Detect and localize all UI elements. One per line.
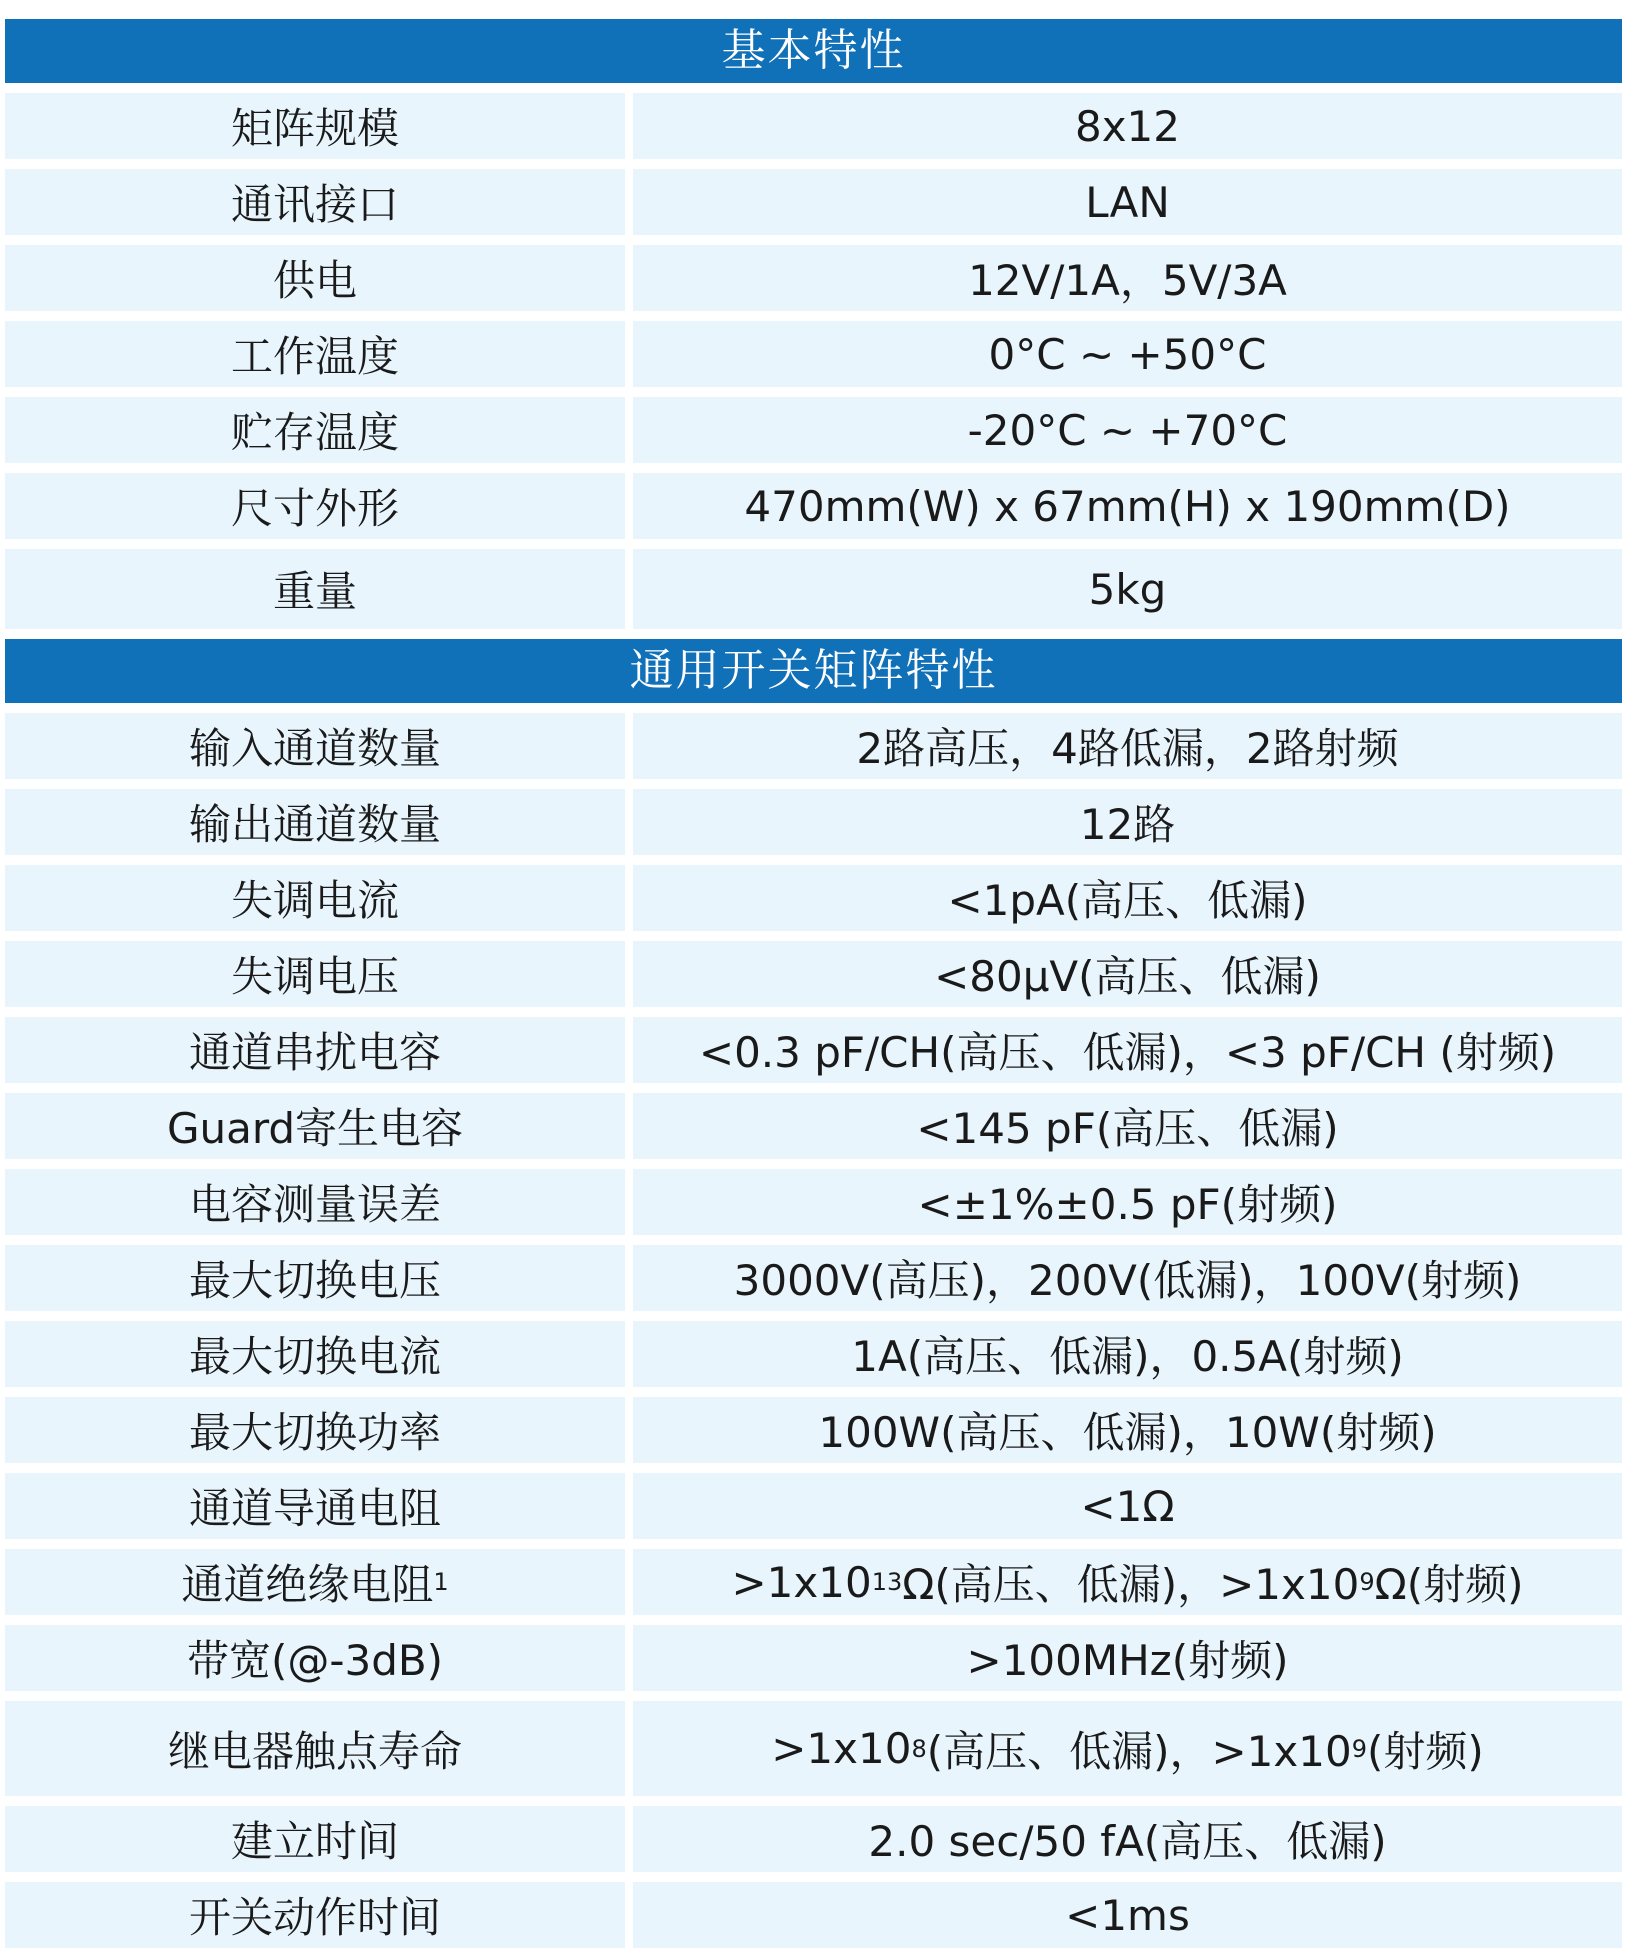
table-row [5, 713, 1622, 779]
table-row [5, 1473, 1622, 1539]
row-value: 2.0 sec/50 fA(高压、低漏) [633, 1806, 1622, 1872]
table-row [5, 397, 1622, 463]
table-row [5, 941, 1622, 1007]
value-part: Ω(高压、低漏)，>1x10 [902, 1560, 1360, 1609]
row-value: <±1%±0.5 pF(射频) [633, 1169, 1622, 1235]
table-row [5, 1397, 1622, 1463]
row-label: 电容测量误差 [5, 1169, 625, 1235]
section-title: 通用开关矩阵特性 [629, 645, 998, 696]
table-row [5, 1701, 1622, 1796]
value-part: >1x10 [771, 1724, 912, 1773]
row-label: 供电 [5, 245, 625, 311]
table-row [5, 549, 1622, 629]
row-value: <1ms [633, 1882, 1622, 1948]
table-row [5, 1321, 1622, 1387]
row-value: 1A(高压、低漏)，0.5A(射频) [633, 1321, 1622, 1387]
row-label: 尺寸外形 [5, 473, 625, 539]
table-row [5, 93, 1622, 159]
row-value: 12路 [633, 789, 1622, 855]
row-value: 0°C ~ +50°C [633, 321, 1622, 387]
row-value: LAN [633, 169, 1622, 235]
row-label: 通道串扰电容 [5, 1017, 625, 1083]
value-part: (高压、低漏)，>1x10 [926, 1726, 1352, 1776]
value-part: >1x10 [731, 1557, 872, 1607]
row-value: 8x12 [633, 93, 1622, 159]
section-header-basic [5, 19, 1622, 83]
row-value: <0.3 pF/CH(高压、低漏)，<3 pF/CH (射频) [633, 1017, 1622, 1083]
row-label: 失调电压 [5, 941, 625, 1007]
row-label: 贮存温度 [5, 397, 625, 463]
row-label-text: 通道绝缘电阻 [181, 1560, 434, 1609]
table-row [5, 1882, 1622, 1948]
row-label: 通道导通电阻 [5, 1473, 625, 1539]
row-value: >1x10 13 Ω(高压、低漏)，>1x10 9 Ω(射频) [633, 1549, 1622, 1615]
table-row [5, 245, 1622, 311]
row-label: 失调电流 [5, 865, 625, 931]
value-part: Ω(射频) [1374, 1560, 1524, 1609]
table-row [5, 865, 1622, 931]
row-value: <80μV(高压、低漏) [633, 941, 1622, 1007]
row-label: 继电器触点寿命 [5, 1701, 625, 1796]
row-label: 工作温度 [5, 321, 625, 387]
table-row [5, 1169, 1622, 1235]
row-label: 输入通道数量 [5, 713, 625, 779]
table-row [5, 321, 1622, 387]
row-value: 2路高压，4路低漏，2路射频 [633, 713, 1622, 779]
row-value: 3000V(高压)，200V(低漏)，100V(射频) [633, 1245, 1622, 1311]
table-row [5, 1093, 1622, 1159]
row-value: 5kg [633, 549, 1622, 629]
row-label: 最大切换功率 [5, 1397, 625, 1463]
row-label: 重量 [5, 549, 625, 629]
row-value: <1Ω [633, 1473, 1622, 1539]
row-label: 矩阵规模 [5, 93, 625, 159]
row-value: >100MHz(射频) [633, 1625, 1622, 1691]
table-row [5, 1245, 1622, 1311]
row-label: 开关动作时间 [5, 1882, 625, 1948]
row-label: 输出通道数量 [5, 789, 625, 855]
row-value: <145 pF(高压、低漏) [633, 1093, 1622, 1159]
row-value: >1x10 8 (高压、低漏)，>1x10 9 (射频) [633, 1701, 1622, 1796]
table-row [5, 1549, 1622, 1615]
value-part: (射频) [1366, 1726, 1484, 1776]
row-value: 12V/1A，5V/3A [633, 245, 1622, 311]
row-label: 建立时间 [5, 1806, 625, 1872]
section-title: 基本特性 [721, 25, 906, 76]
table-row [5, 1017, 1622, 1083]
table-row [5, 473, 1622, 539]
table-row [5, 169, 1622, 235]
row-label: 通道绝缘电阻 1 [5, 1549, 625, 1615]
table-row [5, 1625, 1622, 1691]
row-value: 100W(高压、低漏)，10W(射频) [633, 1397, 1622, 1463]
section-header-matrix [5, 639, 1622, 703]
table-row [5, 789, 1622, 855]
row-label: 带宽(@-3dB) [5, 1625, 625, 1691]
row-label: 最大切换电压 [5, 1245, 625, 1311]
row-label: Guard寄生电容 [5, 1093, 625, 1159]
row-value: <1pA(高压、低漏) [633, 865, 1622, 931]
row-value: -20°C ~ +70°C [633, 397, 1622, 463]
row-label: 最大切换电流 [5, 1321, 625, 1387]
row-label: 通讯接口 [5, 169, 625, 235]
table-row [5, 1806, 1622, 1872]
spec-table [5, 19, 1622, 1958]
row-value: 470mm(W) x 67mm(H) x 190mm(D) [633, 473, 1622, 539]
